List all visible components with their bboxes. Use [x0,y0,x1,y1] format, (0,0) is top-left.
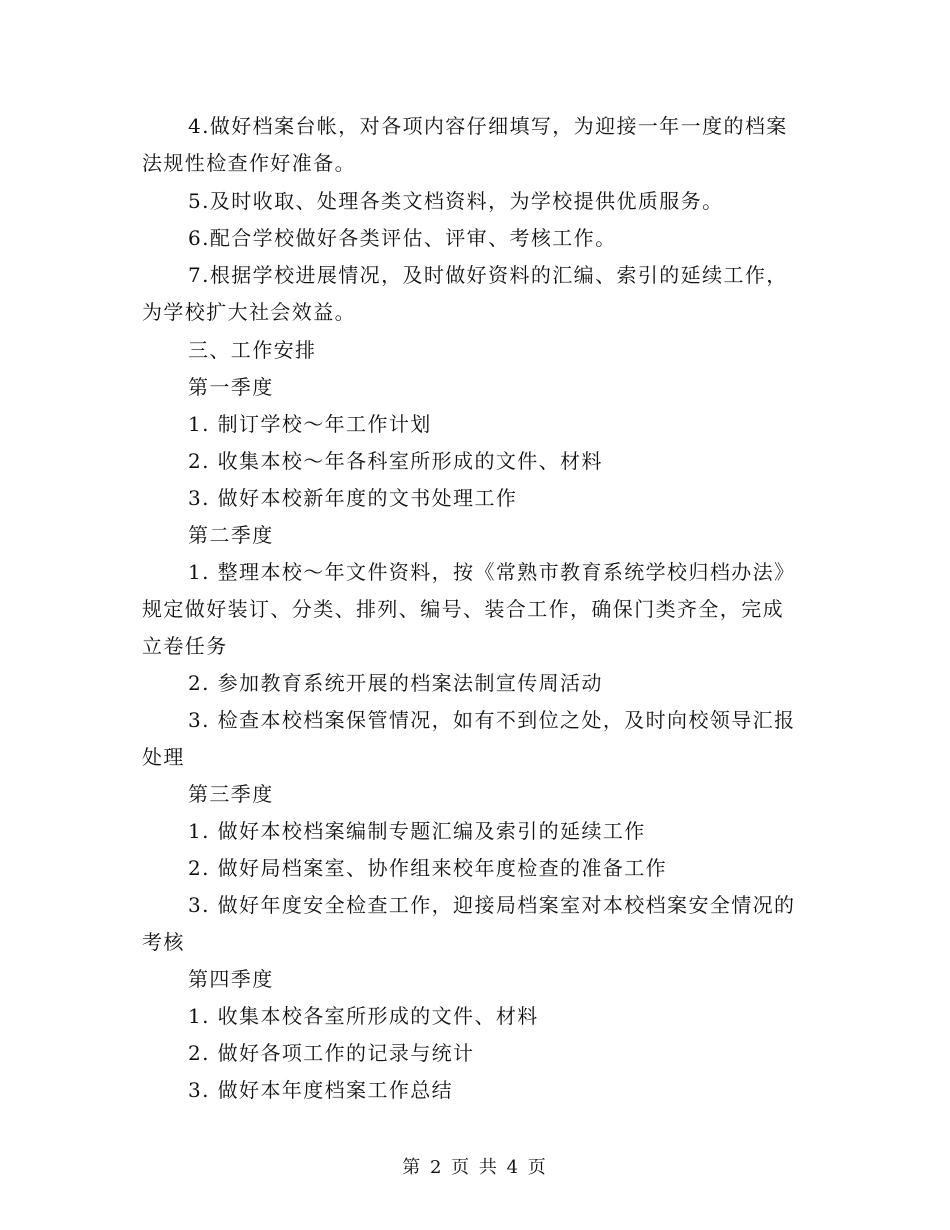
quarter-heading: 第一季度 [188,375,274,399]
list-item: 2. 做好各项工作的记录与统计 [188,1041,475,1065]
paragraph-line: 4.做好档案台帐，对各项内容仔细填写，为迎接一年一度的档案 [188,114,788,138]
quarter-heading: 第三季度 [188,782,274,806]
paragraph-line: 处理 [142,745,185,769]
list-item: 1. 做好本校档案编制专题汇编及索引的延续工作 [188,819,646,843]
list-item: 1. 制订学校～年工作计划 [188,412,432,436]
section-heading: 三、工作安排 [188,338,317,362]
paragraph-line: 规定做好装订、分类、排列、编号、装合工作，确保门类齐全，完成 [142,597,784,621]
paragraph-line: 法规性检查作好准备。 [142,151,356,175]
paragraph-line: 考核 [142,930,185,954]
page-number-footer: 第 2 页 共 4 页 [402,1157,548,1178]
quarter-heading: 第二季度 [188,523,274,547]
paragraph-line: 6.配合学校做好各类评估、评审、考核工作。 [188,226,617,250]
paragraph-line: 为学校扩大社会效益。 [142,300,356,324]
list-item: 1. 收集本校各室所形成的文件、材料 [188,1004,539,1028]
list-item: 2. 做好局档案室、协作组来校年度检查的准备工作 [188,856,668,880]
paragraph-line: 7.根据学校进展情况，及时做好资料的汇编、索引的延续工作， [188,263,788,287]
list-item: 2. 参加教育系统开展的档案法制宣传周活动 [188,671,603,695]
list-item: 3. 检查本校档案保管情况，如有不到位之处，及时向校领导汇报 [188,708,796,732]
quarter-heading: 第四季度 [188,967,274,991]
list-item: 3. 做好本年度档案工作总结 [188,1078,454,1102]
paragraph-line: 立卷任务 [142,634,228,658]
list-item: 3. 做好年度安全检查工作，迎接局档案室对本校档案安全情况的 [188,893,796,917]
paragraph-line: 5.及时收取、处理各类文档资料，为学校提供优质服务。 [188,189,724,213]
list-item: 1. 整理本校～年文件资料，按《常熟市教育系统学校归档办法》 [188,560,796,584]
list-item: 2. 收集本校～年各科室所形成的文件、材料 [188,449,603,473]
list-item: 3. 做好本校新年度的文书处理工作 [188,486,518,510]
